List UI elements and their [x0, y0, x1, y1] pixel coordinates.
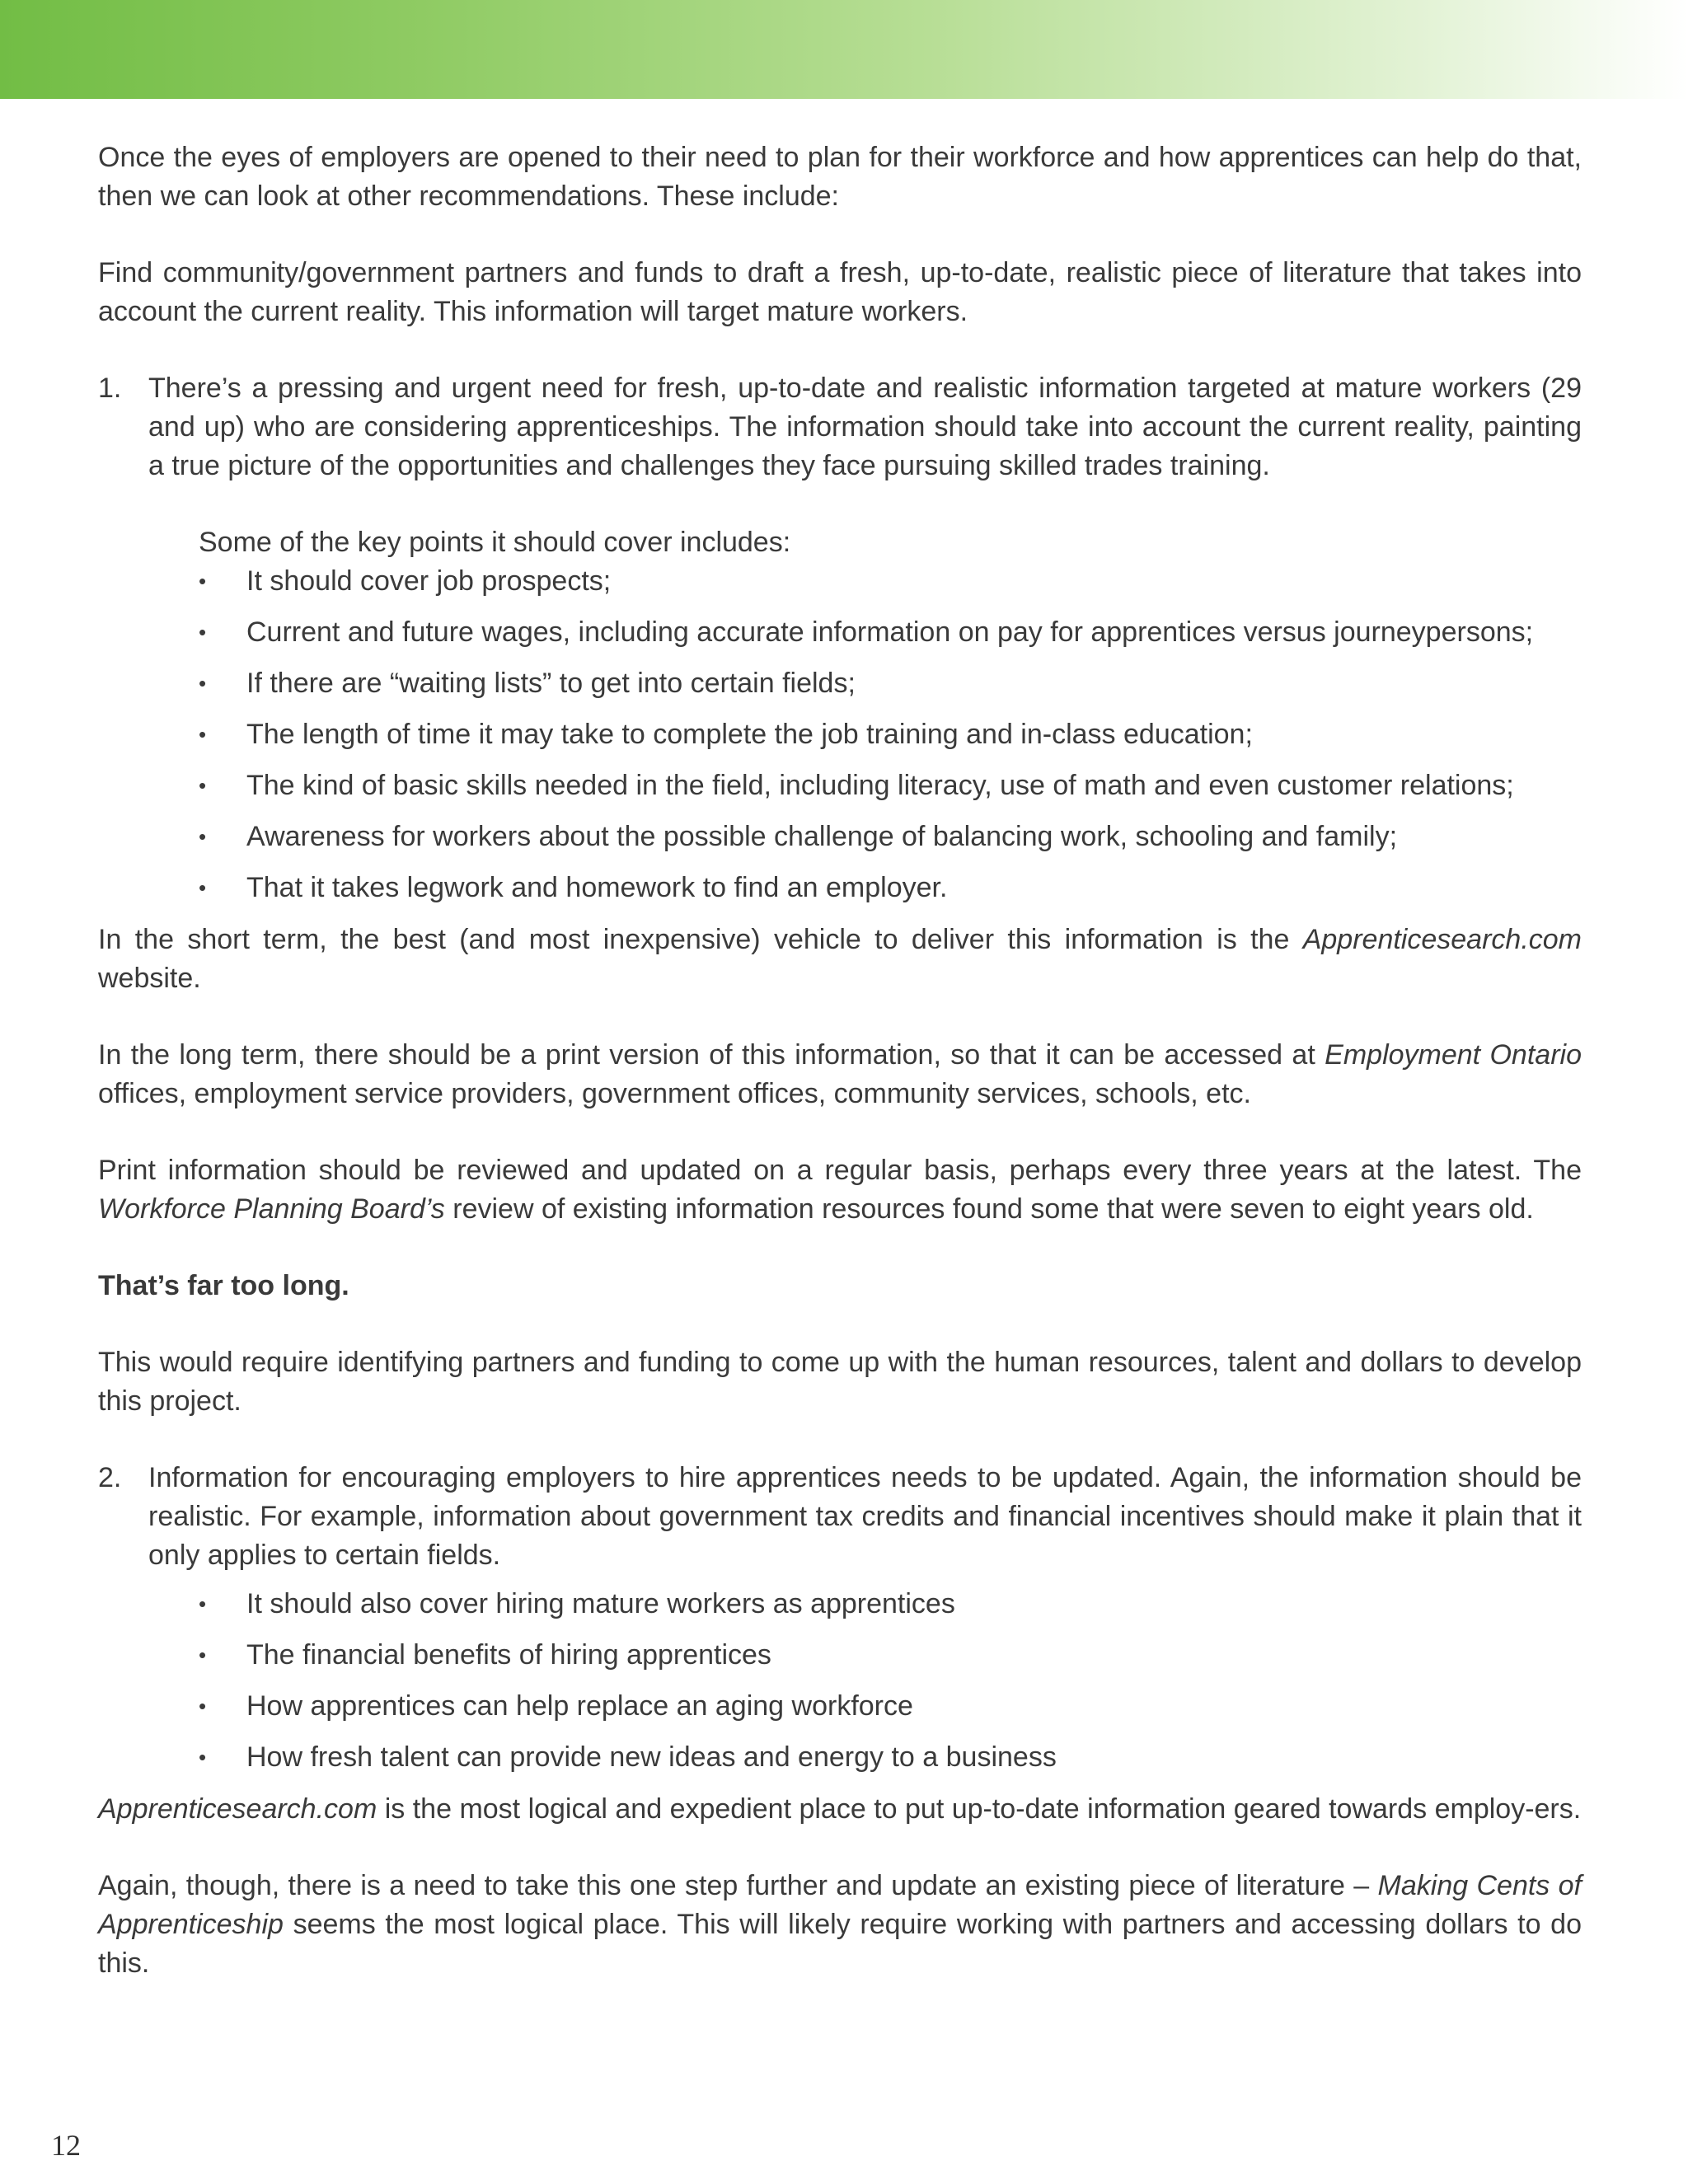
list-item: • Current and future wages, including accurate information on pay for apprentices versus journeypersons; — [199, 613, 1582, 652]
apprenticesearch-paragraph: Apprenticesearch.com is the most logical and expedient place to put up-to-date information geared towards employ-ers. — [98, 1793, 1582, 1825]
item-text: There’s a pressing and urgent need for fresh, up-to-date and realistic information targeted at mature workers (29 and up) who are considering apprenticeships. The information should take into account the current reality, painting a true picture of the opportunities and challenges they face pursuing skilled trades training. — [148, 373, 1582, 481]
numbered-item-1 — [98, 369, 1582, 485]
key-points-list — [199, 562, 1582, 907]
website-name: Apprenticesearch.com — [1302, 924, 1582, 955]
list-item: • It should also cover hiring mature workers as apprentices — [199, 1585, 1582, 1624]
bullet-icon: • — [199, 722, 207, 747]
item-number: 1. — [98, 373, 122, 404]
closing-paragraph: Again, though, there is a need to take this one step further and update an existing piece of literature – Making Cents of Apprenticeship seems the most logical place. This will likely require working with partners and accessing dollars to do this. — [98, 1870, 1582, 1979]
list-item: • The length of time it may take to complete the job training and in-class education; — [199, 715, 1582, 754]
list-item: • If there are “waiting lists” to get into certain fields; — [199, 664, 1582, 703]
publication-title: Making Cents of Apprenticeship — [98, 1870, 1582, 1940]
list-item: • The financial benefits of hiring apprentices — [199, 1636, 1582, 1675]
employer-points-list — [199, 1585, 1582, 1777]
item-number: 2. — [98, 1462, 122, 1493]
bullet-icon: • — [199, 773, 207, 798]
list-item: • That it takes legwork and homework to find an employer. — [199, 869, 1582, 907]
bullet-icon: • — [199, 620, 207, 644]
board-name: Workforce Planning Board’s — [98, 1193, 445, 1225]
page-body — [98, 138, 1582, 2021]
bullet-icon: • — [199, 671, 207, 696]
organization-name: Employment Ontario — [1325, 1039, 1582, 1071]
list-item: • How fresh talent can provide new ideas and energy to a business — [199, 1738, 1582, 1777]
recommendation-paragraph: Find community/government partners and funds to draft a fresh, up-to-date, realistic piece of literature that takes into account the current reality. This information will target mature workers. — [98, 257, 1582, 327]
bullet-icon: • — [199, 1643, 207, 1667]
short-term-paragraph: In the short term, the best (and most inexpensive) vehicle to deliver this information is the Apprenticesearch.com website. — [98, 924, 1582, 994]
page-number: 12 — [51, 2129, 81, 2162]
bullet-icon: • — [199, 569, 207, 593]
bullet-icon: • — [199, 824, 207, 849]
bullet-icon: • — [199, 1745, 207, 1769]
key-points-intro: Some of the key points it should cover includes: — [199, 527, 791, 558]
bullet-icon: • — [199, 875, 207, 900]
bullet-icon: • — [199, 1694, 207, 1718]
header-gradient-band — [0, 0, 1688, 99]
list-item: • It should cover job prospects; — [199, 562, 1582, 601]
list-item: • The kind of basic skills needed in the field, including literacy, use of math and even customer relations; — [199, 766, 1582, 805]
emphasis-statement: That’s far too long. — [98, 1270, 349, 1301]
intro-paragraph: Once the eyes of employers are opened to their need to plan for their workforce and how apprentices can help do that, then we can look at other recommendations. These include: — [98, 142, 1582, 212]
item-text: Information for encouraging employers to hire apprentices needs to be updated. Again, the information should be realistic. For example, information about government tax credits and financial incentives should make it plain that it only applies to certain fields. — [148, 1462, 1582, 1571]
print-info-paragraph: Print information should be reviewed and updated on a regular basis, perhaps every three years at the latest. The Workforce Planning Board’s review of existing information resources found some that were seven to eight years old. — [98, 1155, 1582, 1225]
list-item: • Awareness for workers about the possible challenge of balancing work, schooling and family; — [199, 818, 1582, 856]
requirement-paragraph: This would require identifying partners and funding to come up with the human resources, talent and dollars to develop this project. — [98, 1347, 1582, 1417]
bullet-icon: • — [199, 1591, 207, 1616]
long-term-paragraph: In the long term, there should be a print version of this information, so that it can be accessed at Employment Ontario offices, employment service providers, government offices, community services, schools, etc. — [98, 1039, 1582, 1109]
numbered-item-2 — [98, 1459, 1582, 1575]
list-item: • How apprentices can help replace an aging workforce — [199, 1687, 1582, 1726]
website-name: Apprenticesearch.com — [98, 1793, 377, 1825]
